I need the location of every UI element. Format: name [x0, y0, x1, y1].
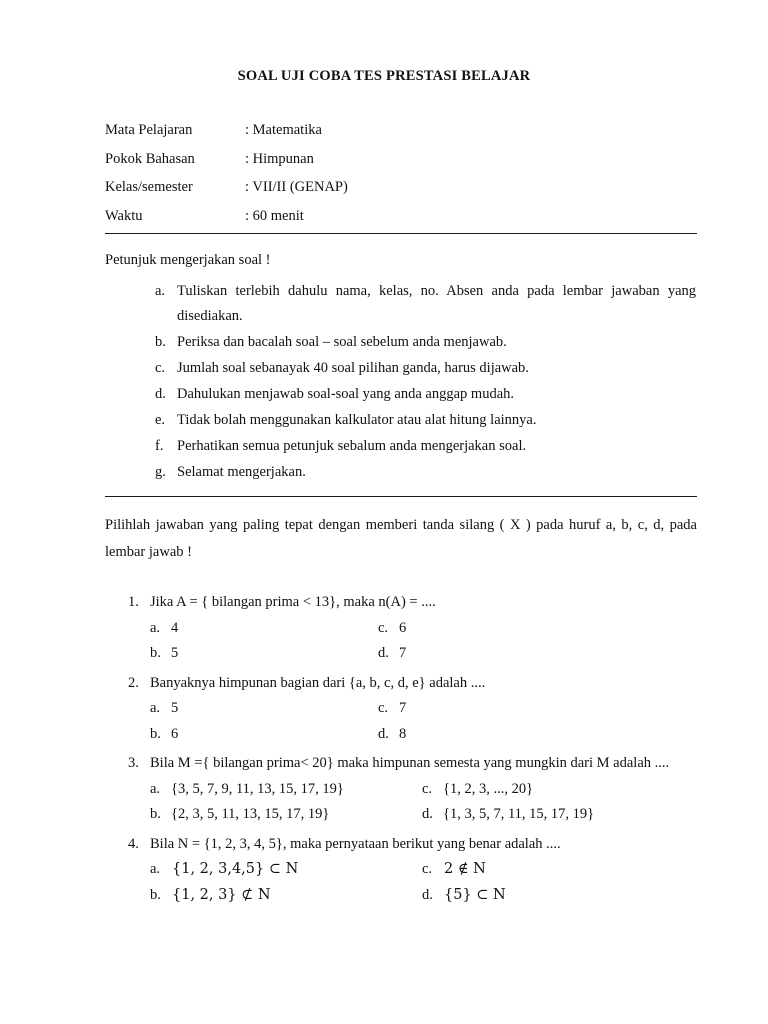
option-letter: c. — [422, 861, 433, 877]
instruction-marker: b. — [155, 334, 166, 350]
metadata-value: : Himpunan — [245, 150, 314, 167]
instruction-item — [105, 356, 697, 381]
instruction-marker: c. — [155, 360, 166, 376]
question-item — [105, 832, 705, 909]
metadata-row — [105, 122, 525, 139]
option-letter: a. — [150, 619, 161, 636]
instructions-list — [105, 279, 697, 486]
instruction-text: Jumlah soal sebanayak 40 soal pilihan ganda, harus dijawab. — [177, 360, 529, 376]
option-a[interactable] — [150, 616, 378, 642]
option-text: {5} ⊂ N — [444, 886, 506, 903]
option-b[interactable] — [150, 722, 378, 748]
option-d[interactable] — [422, 802, 705, 828]
instruction-item — [105, 382, 697, 407]
question-number: 2. — [128, 674, 139, 691]
instruction-text: Dahulukan menjawab soal-soal yang anda anggap mudah. — [177, 386, 515, 402]
option-row — [105, 857, 705, 883]
metadata-value: : Matematika — [245, 122, 322, 138]
option-row — [105, 641, 705, 667]
option-letter: d. — [422, 806, 433, 822]
metadata-label: Pokok Bahasan — [105, 150, 195, 167]
metadata-value: : 60 menit — [245, 207, 304, 224]
option-text: {1, 3, 5, 7, 11, 15, 17, 19} — [443, 806, 595, 822]
option-c[interactable] — [422, 777, 705, 803]
option-letter: c. — [422, 780, 433, 797]
option-d[interactable] — [378, 722, 705, 748]
option-d[interactable] — [378, 641, 705, 667]
question-item — [105, 751, 705, 828]
option-letter: b. — [150, 645, 161, 661]
instruction-text: Tidak bolah menggunakan kalkulator atau alat hitung lainnya. — [177, 412, 537, 428]
question-prompt — [105, 751, 705, 777]
option-text: 5 — [171, 645, 179, 661]
option-c[interactable] — [378, 696, 705, 722]
metadata-label: Kelas/semester — [105, 179, 193, 195]
option-row — [105, 777, 705, 803]
option-letter: c. — [378, 619, 389, 636]
metadata-label: Waktu — [105, 207, 143, 224]
instruction-text: Selamat mengerjakan. — [177, 464, 306, 480]
answer-directive-paragraph: Pilihlah jawaban yang paling tepat dengan memberi tanda silang ( X ) pada huruf a, b, c, d, pada lembar jawab ! — [105, 517, 697, 560]
question-item — [105, 590, 705, 667]
question-text: Jika A = { bilangan prima < 13}, maka n(A) = .... — [150, 594, 436, 610]
option-a[interactable] — [150, 696, 378, 722]
question-text: Bila N = {1, 2, 3, 4, 5}, maka pernyataan berikut yang benar adalah .... — [150, 835, 561, 852]
option-text: 8 — [399, 725, 407, 742]
instruction-text: Perhatikan semua petunjuk sebalum anda mengerjakan soal. — [177, 438, 527, 454]
option-d[interactable] — [422, 883, 705, 909]
metadata-row — [105, 179, 525, 196]
question-text: Bila M ={ bilangan prima< 20} maka himpunan semesta yang mungkin dari M adalah .... — [150, 755, 670, 771]
option-letter: a. — [150, 780, 161, 797]
instructions-heading: Petunjuk mengerjakan soal ! — [105, 252, 271, 268]
metadata-label: Mata Pelajaran — [105, 122, 193, 138]
option-b[interactable] — [150, 883, 422, 909]
question-prompt — [105, 671, 705, 697]
instruction-item — [105, 460, 697, 485]
option-b[interactable] — [150, 802, 422, 828]
option-text: {1, 2, 3, ..., 20} — [443, 780, 534, 797]
option-letter: d. — [378, 645, 389, 661]
question-text: Banyaknya himpunan bagian dari {a, b, c, d, e} adalah .... — [150, 674, 486, 691]
option-text: 6 — [399, 619, 407, 636]
option-c[interactable] — [422, 857, 705, 883]
option-a[interactable] — [150, 777, 422, 803]
option-letter: c. — [378, 700, 389, 716]
instruction-text: Periksa dan bacalah soal – soal sebelum anda menjawab. — [177, 334, 507, 350]
instruction-marker: e. — [155, 412, 166, 428]
metadata-row — [105, 151, 525, 168]
option-text: {2, 3, 5, 11, 13, 15, 17, 19} — [171, 806, 330, 822]
option-letter: b. — [150, 725, 161, 742]
option-text: {1, 2, 3,4,5} ⊂ N — [172, 861, 299, 877]
question-number: 4. — [128, 835, 139, 852]
option-letter: a. — [150, 700, 161, 716]
instruction-item — [105, 408, 697, 433]
option-letter: b. — [150, 806, 161, 822]
instruction-item — [105, 434, 697, 459]
option-text: 7 — [399, 700, 407, 716]
option-row — [105, 696, 705, 722]
option-b[interactable] — [150, 641, 378, 667]
horizontal-divider-top — [105, 233, 697, 234]
option-text: 7 — [399, 645, 407, 661]
option-row — [105, 616, 705, 642]
page-title: SOAL UJI COBA TES PRESTASI BELAJAR — [237, 68, 531, 84]
option-text: {1, 2, 3} ⊄ N — [172, 886, 271, 903]
option-letter: d. — [378, 725, 389, 742]
option-text: 4 — [171, 619, 179, 636]
question-prompt — [105, 590, 705, 616]
option-row — [105, 722, 705, 748]
option-text: 2 ∉ N — [444, 861, 486, 877]
option-row — [105, 883, 705, 909]
option-letter: b. — [150, 886, 161, 903]
option-row — [105, 802, 705, 828]
instruction-item — [105, 279, 697, 329]
question-item — [105, 671, 705, 748]
option-text: 5 — [171, 700, 179, 716]
instruction-marker: d. — [155, 386, 166, 402]
instruction-item — [105, 330, 697, 355]
instruction-text: Tuliskan terlebih dahulu nama, kelas, no. Absen anda pada lembar jawaban yang disediakan. — [177, 283, 696, 324]
option-a[interactable] — [150, 857, 422, 883]
question-number: 1. — [128, 594, 139, 610]
instruction-marker: f. — [155, 438, 164, 454]
metadata-row — [105, 208, 525, 225]
option-letter: d. — [422, 886, 433, 903]
option-text: 6 — [171, 725, 179, 742]
option-text: {3, 5, 7, 9, 11, 13, 15, 17, 19} — [171, 780, 344, 797]
horizontal-divider-middle — [105, 496, 697, 497]
instruction-marker: a. — [155, 283, 166, 299]
question-list — [105, 590, 705, 912]
instruction-marker: g. — [155, 464, 166, 480]
question-number: 3. — [128, 755, 139, 771]
option-c[interactable] — [378, 616, 705, 642]
metadata-value: : VII/II (GENAP) — [245, 179, 348, 195]
question-prompt — [105, 832, 705, 858]
metadata-block — [105, 122, 525, 236]
option-letter: a. — [150, 861, 161, 877]
